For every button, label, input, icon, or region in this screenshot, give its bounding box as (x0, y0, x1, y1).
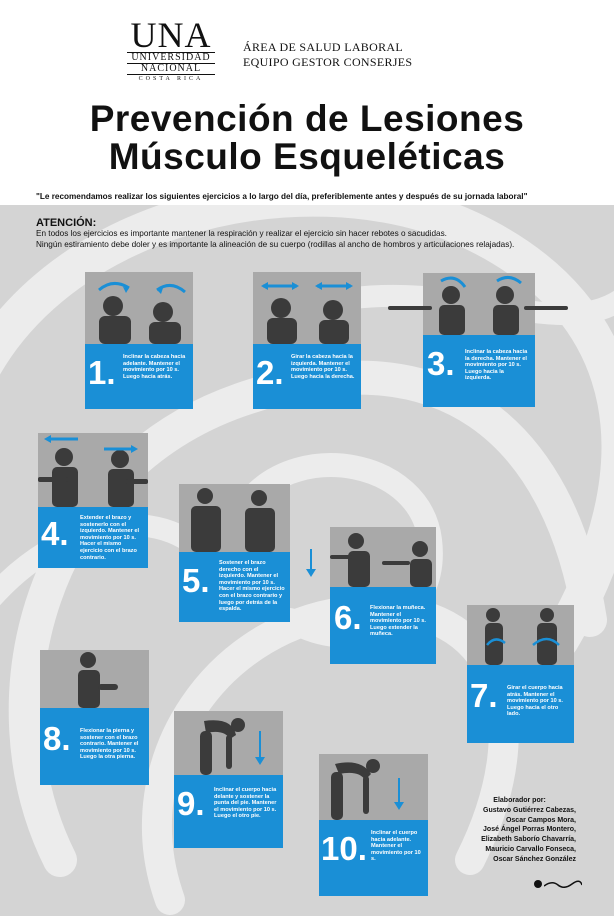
exercise-number: 3. (427, 345, 455, 382)
exercise-card-4 (38, 433, 148, 568)
credits-title: Elaborador por: (493, 797, 546, 804)
logo-universidad-text: UNIVERSIDAD (127, 52, 215, 63)
exercise-description: Flexionar la muñeca. Mantener el movimiento por 10 s. Luego extender la muñeca. (370, 605, 426, 638)
extended-arms-figure (388, 300, 568, 310)
exercise-panel (38, 507, 148, 568)
down-arrow-icon (306, 549, 316, 579)
attention-line-1: En todos los ejercicios es importante mantener la respiración y realizar el ejercicio sin hacer rebotes o sacudidas. (36, 229, 447, 238)
exercise-card-6 (306, 527, 436, 664)
exercise-photo (330, 527, 436, 587)
credit-name: Oscar Sánchez González (493, 855, 576, 863)
credit-name: José Ángel Porras Montero, (483, 826, 576, 834)
exercise-card-9 (174, 711, 283, 848)
exercise-photo (253, 272, 361, 344)
publisher-logo-mark (544, 880, 582, 888)
head-turn-figure (253, 272, 361, 344)
publisher-logo (534, 880, 582, 888)
exercise-number: 10. (321, 830, 367, 867)
exercise-number: 6. (334, 599, 362, 636)
exercise-number: 2. (256, 354, 284, 391)
exercise-number: 9. (177, 785, 205, 822)
credit-name: Mauricio Carvallo Fonseca, (485, 845, 576, 853)
exercise-panel (330, 587, 436, 664)
title-line-1: Prevención de Lesiones (89, 98, 525, 139)
exercise-description: Inclinar la cabeza hacia adelante. Mantener el movimiento por 10 s. Luego hacia atrás. (123, 354, 186, 380)
exercise-panel (423, 335, 535, 407)
exercise-photo (38, 433, 148, 507)
exercise-number: 4. (41, 515, 69, 552)
logo-una-text: UNA (130, 15, 212, 55)
exercise-description: Girar el cuerpo hacia atrás. Mantener el movimiento por 10 s. Luego hacia el otro lado. (507, 685, 563, 718)
exercise-photo (40, 650, 149, 708)
logo-country-text: COSTA RICA (138, 76, 204, 82)
exercise-number: 7. (470, 677, 498, 714)
credit-name: Oscar Campos Mora, (505, 816, 576, 824)
page-title (0, 100, 614, 176)
arm-stretch-figure (38, 433, 148, 507)
attention-line-2: Ningún estiramiento debe doler y es importante la alineación de su cuerpo (rodillas al ancho de hombros y articulaciones relajadas). (36, 239, 515, 249)
exercise-photo (319, 754, 428, 820)
torso-twist-figure (467, 605, 574, 665)
exercise-photo (179, 484, 290, 552)
exercise-description: Sostener el brazo derecho con el izquierdo. Mantener el movimiento por 10 s. Hacer el mismo ejercicio con el brazo contrario y luego por detrás de la espalda. (219, 560, 285, 613)
exercise-card-1 (85, 272, 193, 409)
exercise-description: Girar la cabeza hacia la izquierda. Mantener el movimiento por 10 s. Luego hacia la derecha. (291, 354, 355, 380)
exercise-panel (467, 665, 574, 743)
exercise-card-5 (179, 484, 290, 622)
exercise-card-7 (467, 605, 574, 743)
exercise-card-2 (253, 272, 361, 409)
exercise-photo (85, 272, 193, 344)
exercise-panel (253, 344, 361, 409)
attention-block (36, 217, 596, 250)
credit-name: Gustavo Gutiérrez Cabezas, (483, 806, 576, 814)
credits-block (481, 796, 576, 865)
attention-title: ATENCIÓN: (36, 217, 97, 229)
organization-block (243, 40, 412, 70)
title-line-2: Músculo Esqueléticas (108, 136, 506, 177)
credit-name: Elizabeth Saborío Chavarría, (481, 836, 576, 844)
exercise-card-8 (40, 650, 149, 785)
exercise-number: 8. (43, 720, 71, 757)
publisher-logo-icon (534, 880, 542, 888)
exercise-panel (174, 775, 283, 848)
logo-nacional-text: NACIONAL (127, 63, 215, 75)
exercise-photo (467, 605, 574, 665)
recommendation-quote: "Le recomendamos realizar los siguientes ejercicios a lo largo del día, preferiblemente antes y después de su jornada laboral" (36, 192, 528, 201)
exercise-description: Flexionar la pierna y sostener con el brazo contrario. Mantener el movimiento por 10 s. Luego la otra pierna. (80, 728, 139, 761)
wrist-flex-figure (330, 527, 436, 587)
una-logo (127, 15, 215, 84)
exercise-panel (179, 552, 290, 622)
org-team: EQUIPO GESTOR CONSERJES (243, 55, 413, 69)
leg-flex-figure (40, 650, 149, 708)
forward-bend-figure (319, 754, 428, 820)
exercise-number: 1. (88, 354, 116, 391)
toe-touch-figure (174, 711, 283, 775)
exercise-card-3 (423, 273, 535, 407)
exercise-panel (85, 344, 193, 409)
org-area: ÁREA DE SALUD LABORAL (243, 40, 403, 54)
exercise-panel (40, 708, 149, 785)
exercise-description: Inclinar el cuerpo hacia delante y sostener la punta del pie. Mantener el movimiento por 10 s. Luego el otro pie. (214, 787, 277, 820)
exercise-description: Inclinar la cabeza hacia la derecha. Mantener el movimiento por 10 s. Luego hacia la izquierda. (465, 349, 528, 382)
exercise-description: Inclinar el cuerpo hacia adelante. Mantener el movimiento por 10 s. (371, 830, 421, 863)
exercise-card-10 (319, 754, 428, 896)
head-tilt-figure (85, 272, 193, 344)
exercise-description: Extender el brazo y sostenerlo con el izquierdo. Mantener el movimiento por 10 s. Hacer el mismo ejercicio con el brazo contrario. (80, 515, 140, 561)
exercise-photo (174, 711, 283, 775)
exercise-number: 5. (182, 562, 210, 599)
arm-hold-figure (179, 484, 290, 552)
exercise-panel (319, 820, 428, 896)
